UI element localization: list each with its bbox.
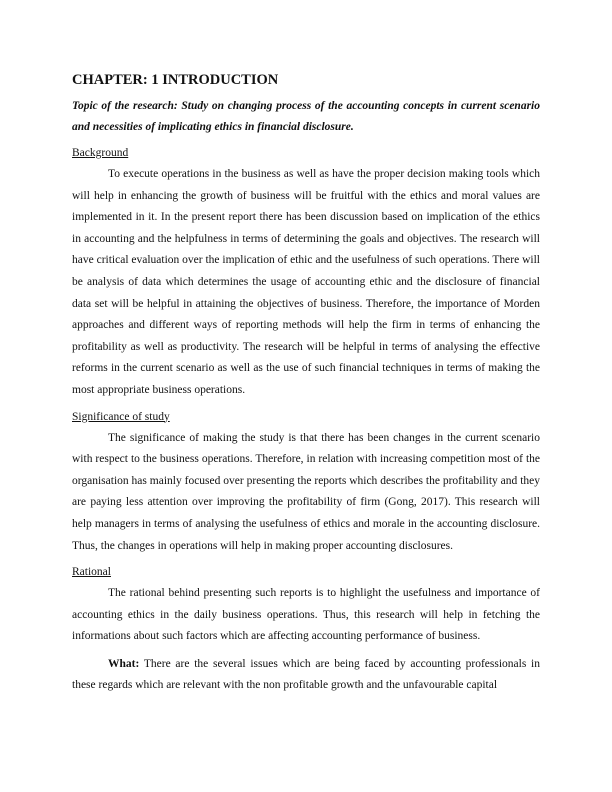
background-paragraph: To execute operations in the business as well as have the proper decision making tools which will help in enhancing the growth of business will be fruitful with the ethics and moral values are implemented in it. In the present report there has been discussion based on implication of the ethics in accounting and the helpfulness in terms of determining the goals and objectives. The research will have critical evaluation over the implication of ethic and the usefulness of such operations. There will be analysis of data which determines the usage of accounting ethic and the disclosure of financial data set will be helpful in attaining the objectives of business. Therefore, the importance of Morden approaches and different ways of reporting methods will help the firm in terms of enhancing the profitability as well as productivity. The research will be helpful in terms of analysing the effective reforms in the current scenario as well as the use of such financial techniques in terms of making the most appropriate business operations. (72, 168, 540, 396)
rational-heading: Rational (72, 566, 111, 579)
background-heading: Background (72, 147, 129, 159)
what-label: What: (108, 657, 140, 670)
what-paragraph (72, 654, 540, 697)
research-topic: Topic of the research: Study on changing process of the accounting concepts in current scenario and necessities of implicating ethics in financial disclosure. (72, 100, 540, 133)
rational-paragraph: The rational behind presenting such reports is to highlight the usefulness and importance of accounting ethics in the daily business operations. Thus, this research will help in fetching the informations about such factors which are affecting accounting performance of business. (72, 587, 540, 643)
significance-paragraph: The significance of making the study is that there has been changes in the current scenario with respect to the business operations. Therefore, in relation with increasing competition most of the organisation has mainly focused over presenting the reports which describes the profitability and they are paying less attention over improving the profitability of firm (Gong, 2017). This research will help managers in terms of analysing the usefulness of ethics and morale in the accounting disclosure. Thus, the changes in operations will help in making proper accounting disclosures. (72, 431, 540, 552)
chapter-title: CHAPTER: 1 INTRODUCTION (72, 72, 279, 88)
what-text: There are the several issues which are being faced by accounting professionals in these regards which are relevant with the non profitable growth and the unfavourable capital (72, 657, 540, 692)
significance-heading: Significance of study (72, 410, 170, 423)
